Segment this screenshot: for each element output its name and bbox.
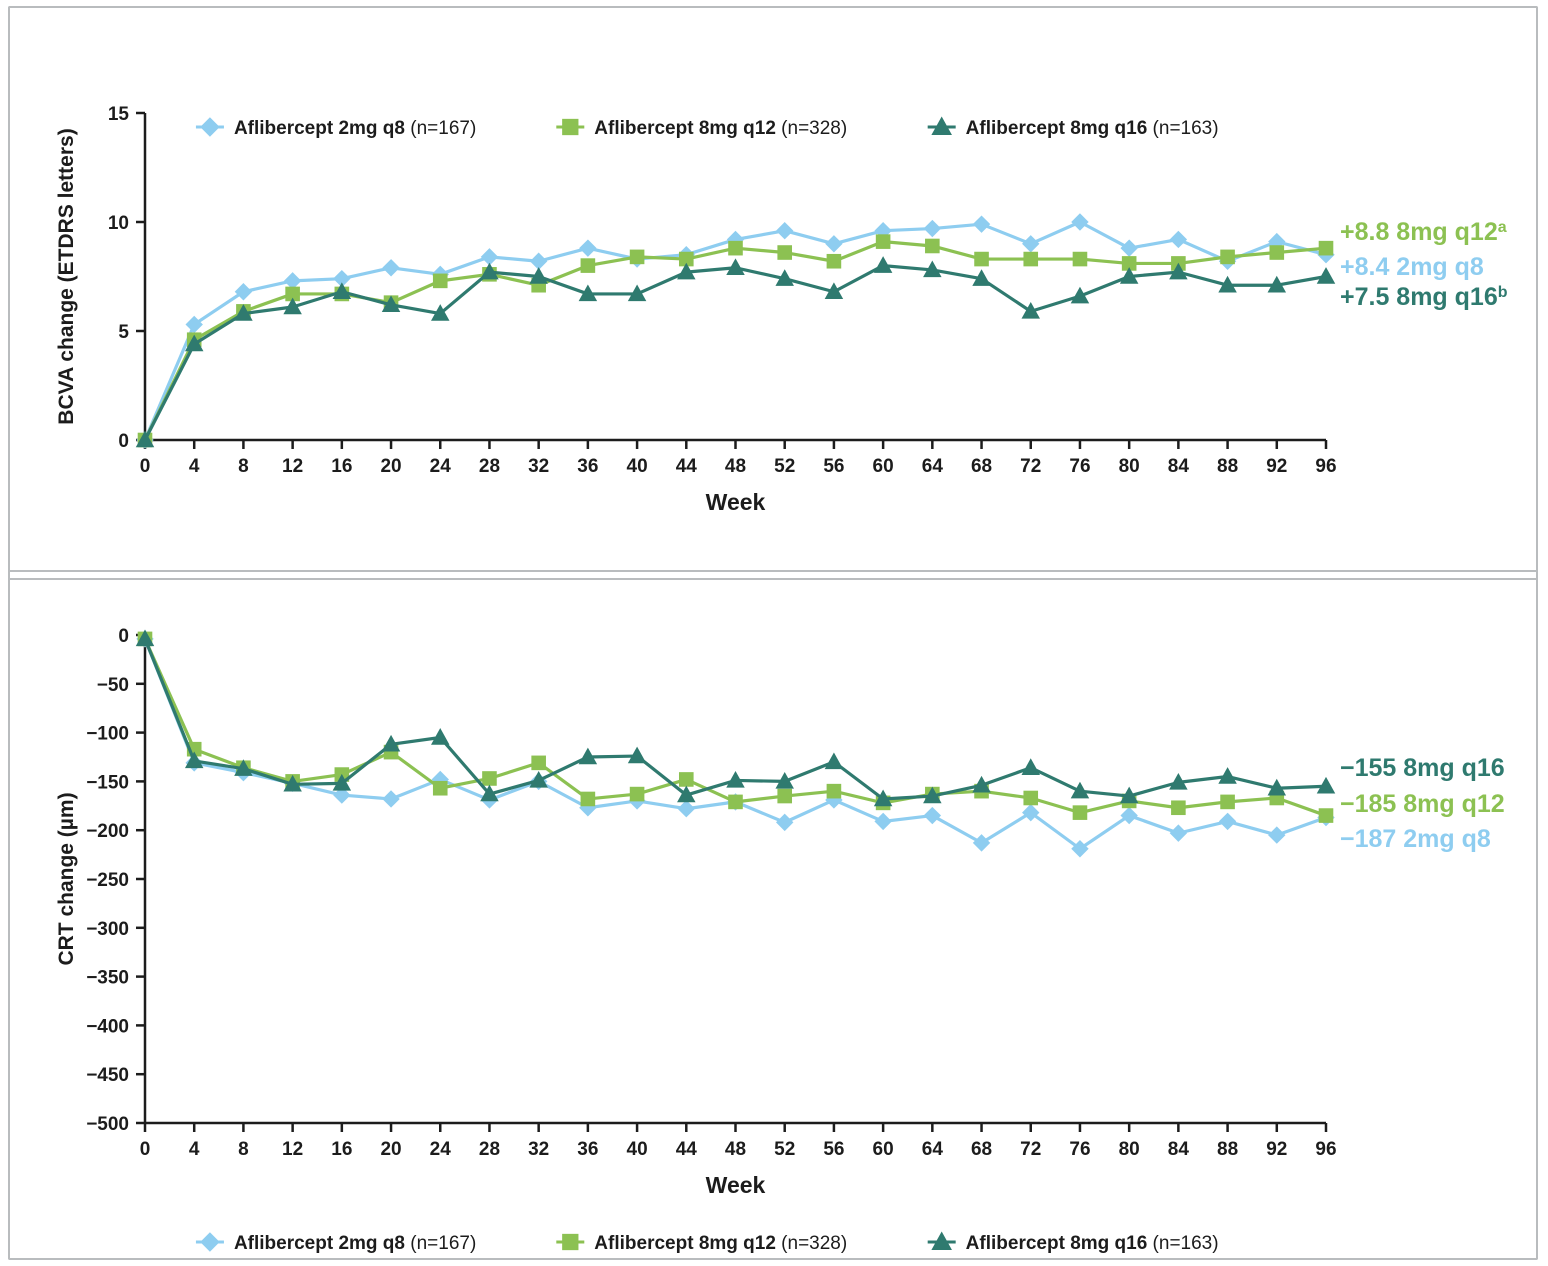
- data-point-marker: [433, 781, 447, 795]
- x-tick-label: 60: [872, 456, 894, 477]
- data-point-marker: [1073, 252, 1087, 266]
- crt-svg: [10, 580, 1536, 1258]
- legend-item-label: Aflibercept 8mg q12 (n=328): [594, 1233, 848, 1254]
- x-tick-label: 76: [1069, 456, 1091, 477]
- data-point-marker: [678, 801, 694, 817]
- x-tick-label: 20: [380, 456, 402, 477]
- data-point-marker: [1269, 827, 1285, 843]
- data-point-marker: [630, 787, 644, 801]
- y-tick-label: −500: [86, 1114, 129, 1135]
- x-tick-label: 80: [1118, 456, 1140, 477]
- legend-item-label: Aflibercept 8mg q16 (n=163): [965, 118, 1219, 139]
- data-point-marker: [1022, 759, 1039, 774]
- data-point-marker: [1121, 240, 1137, 256]
- x-tick-label: 28: [478, 456, 501, 477]
- y-tick-label: −300: [86, 918, 129, 940]
- x-tick-label: 40: [626, 1139, 648, 1160]
- y-tick-label: −50: [96, 674, 129, 696]
- x-tick-label: 52: [774, 456, 796, 477]
- x-tick-label: 64: [921, 456, 943, 477]
- data-point-marker: [1270, 246, 1284, 260]
- data-point-marker: [975, 252, 989, 266]
- data-point-marker: [777, 223, 793, 239]
- data-point-marker: [581, 259, 595, 273]
- data-point-marker: [383, 260, 399, 276]
- data-point-marker: [826, 753, 843, 768]
- data-point-marker: [729, 241, 743, 255]
- data-point-marker: [433, 274, 447, 288]
- y-tick-label: −150: [86, 772, 129, 794]
- data-point-marker: [778, 789, 792, 803]
- x-tick-label: 36: [577, 1139, 599, 1160]
- x-tick-label: 80: [1118, 1139, 1140, 1160]
- x-tick-label: 56: [823, 456, 845, 477]
- y-tick-label: −200: [86, 821, 129, 843]
- x-tick-label: 72: [1020, 1139, 1042, 1160]
- data-point-marker: [1319, 809, 1333, 823]
- x-tick-label: 12: [282, 1139, 304, 1160]
- legend-item-label: Aflibercept 2mg q8 (n=167): [233, 118, 477, 139]
- x-tick-label: 0: [139, 456, 151, 477]
- x-tick-label: 68: [970, 456, 993, 477]
- x-tick-label: 84: [1167, 1139, 1189, 1160]
- data-point-marker: [580, 240, 596, 256]
- data-point-marker: [1170, 231, 1186, 247]
- x-tick-label: 32: [528, 456, 550, 477]
- x-tick-label: 72: [1020, 456, 1042, 477]
- data-point-marker: [1319, 241, 1333, 255]
- x-tick-label: 44: [675, 456, 697, 477]
- data-point-marker: [679, 773, 693, 787]
- series-end-label: +7.5 8mg q16$^b$: [1340, 283, 1508, 311]
- series-line: [145, 266, 1326, 440]
- x-tick-label: 48: [724, 456, 747, 477]
- series-end-label: −155 8mg q16: [1340, 754, 1505, 782]
- x-tick-label: 24: [429, 456, 451, 477]
- data-point-marker: [827, 784, 841, 798]
- data-point-marker: [777, 814, 793, 830]
- chart-legend: [196, 1233, 1219, 1254]
- bcva-chart: [10, 8, 1536, 570]
- y-tick-label: −100: [86, 723, 129, 745]
- x-tick-label: 92: [1266, 1139, 1288, 1160]
- data-point-marker: [1221, 795, 1235, 809]
- data-point-marker: [581, 792, 595, 806]
- x-tick-label: 0: [139, 1139, 151, 1160]
- y-tick-label: −450: [86, 1065, 129, 1087]
- x-tick-label: 88: [1217, 456, 1239, 477]
- chart-series: [137, 631, 1334, 857]
- data-point-marker: [1318, 268, 1335, 283]
- y-tick-label: 10: [107, 213, 129, 234]
- y-tick-label: −400: [86, 1016, 129, 1038]
- data-point-marker: [1172, 801, 1186, 815]
- data-point-marker: [876, 235, 890, 249]
- data-point-marker: [1221, 250, 1235, 264]
- y-tick-label: 5: [118, 322, 129, 343]
- x-tick-label: 12: [282, 456, 304, 477]
- x-tick-label: 8: [238, 456, 249, 477]
- x-tick-label: 20: [380, 1139, 402, 1160]
- series-end-label: +8.4 2mg q8: [1340, 253, 1484, 281]
- legend-item-label: Aflibercept 8mg q16 (n=163): [965, 1233, 1219, 1254]
- y-tick-label: 0: [118, 431, 129, 452]
- x-axis-title: Week: [705, 1172, 766, 1198]
- crt-chart: [10, 580, 1536, 1258]
- legend-item-label: Aflibercept 2mg q8 (n=167): [233, 1233, 477, 1254]
- x-tick-label: 60: [872, 1139, 894, 1160]
- x-tick-label: 84: [1167, 456, 1189, 477]
- x-tick-label: 8: [238, 1139, 249, 1160]
- x-tick-label: 44: [675, 1139, 697, 1160]
- data-point-marker: [532, 756, 546, 770]
- x-tick-label: 56: [823, 1139, 845, 1160]
- x-tick-label: 24: [429, 1139, 451, 1160]
- data-point-marker: [1072, 214, 1088, 230]
- x-tick-label: 96: [1315, 456, 1337, 477]
- x-tick-label: 68: [970, 1139, 993, 1160]
- data-point-marker: [974, 835, 990, 851]
- x-tick-label: 36: [577, 456, 599, 477]
- x-tick-label: 40: [626, 456, 648, 477]
- y-axis-title: CRT change (µm): [55, 792, 78, 966]
- x-tick-label: 92: [1266, 456, 1288, 477]
- bcva-svg: [10, 8, 1536, 570]
- legend-item-label: Aflibercept 8mg q12 (n=328): [594, 118, 848, 139]
- data-point-marker: [778, 246, 792, 260]
- x-tick-label: 88: [1217, 1139, 1239, 1160]
- series-end-label: −185 8mg q12: [1340, 790, 1505, 818]
- x-tick-label: 4: [188, 456, 200, 477]
- x-tick-label: 76: [1069, 1139, 1091, 1160]
- data-point-marker: [926, 239, 940, 253]
- data-point-marker: [630, 250, 644, 264]
- crt-panel: [8, 578, 1538, 1260]
- data-point-marker: [383, 791, 399, 807]
- x-tick-label: 16: [331, 456, 353, 477]
- data-point-marker: [974, 216, 990, 232]
- data-point-marker: [285, 273, 301, 289]
- x-tick-label: 16: [331, 1139, 353, 1160]
- y-tick-label: −250: [86, 870, 129, 891]
- data-point-marker: [924, 221, 940, 237]
- data-point-marker: [432, 729, 449, 744]
- data-point-marker: [483, 772, 497, 786]
- series-end-label: +8.8 8mg q12$^a$: [1340, 218, 1507, 246]
- x-tick-label: 4: [188, 1139, 200, 1160]
- series-end-label: −187 2mg q8: [1340, 825, 1491, 853]
- data-point-marker: [481, 249, 497, 265]
- x-tick-label: 52: [774, 1139, 796, 1160]
- data-point-marker: [1170, 825, 1186, 841]
- data-point-marker: [1023, 236, 1039, 252]
- y-tick-label: 0: [118, 626, 129, 647]
- x-tick-label: 48: [724, 1139, 747, 1160]
- data-point-marker: [875, 813, 891, 829]
- y-tick-label: 15: [107, 104, 129, 125]
- data-point-marker: [1024, 252, 1038, 266]
- series-line: [145, 639, 1326, 849]
- data-point-marker: [729, 795, 743, 809]
- data-point-marker: [1073, 806, 1087, 820]
- data-point-marker: [826, 236, 842, 252]
- data-point-marker: [1024, 791, 1038, 805]
- chart-series: [137, 257, 1335, 447]
- x-tick-label: 32: [528, 1139, 550, 1160]
- data-point-marker: [531, 253, 547, 269]
- bcva-panel: [8, 6, 1538, 572]
- x-tick-label: 96: [1315, 1139, 1337, 1160]
- data-point-marker: [924, 808, 940, 824]
- x-tick-label: 64: [921, 1139, 943, 1160]
- x-tick-label: 28: [478, 1139, 501, 1160]
- data-point-marker: [1220, 813, 1236, 829]
- y-axis-title: BCVA change (ETDRS letters): [55, 128, 78, 425]
- y-tick-label: −350: [86, 967, 129, 989]
- chart-legend: [196, 118, 1219, 139]
- x-axis-title: Week: [705, 489, 766, 515]
- data-point-marker: [827, 254, 841, 268]
